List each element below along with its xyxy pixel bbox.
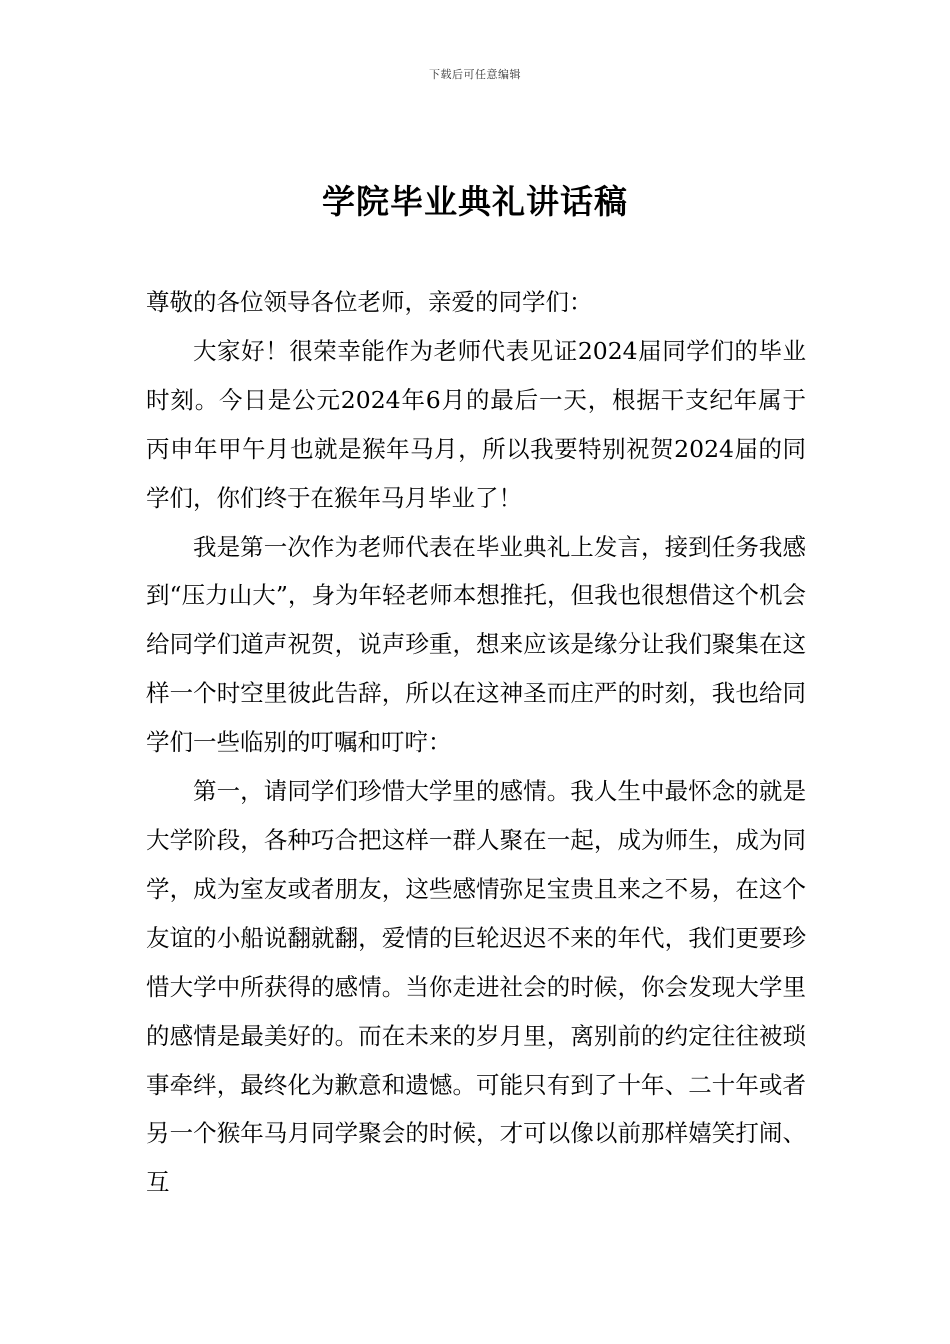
paragraph-first-point: 第一，请同学们珍惜大学里的感情。我人生中最怀念的就是大学阶段，各种巧合把这样一群人聚在一起，成为师生，成为同学，成为室友或者朋友，这些感情弥足宝贵且来之不易，在这个友谊的小船说翻就翻，爱情的巨轮迟迟不来的年代，我们更要珍惜大学中所获得的感情。当你走进社会的时候，你会发现大学里的感情是最美好的。而在未来的岁月里，离别前的约定往往被琐事牵绊，最终化为歉意和遗憾。可能只有到了十年、二十年或者另一个猴年马月同学聚会的时候，才可以像以前那样嬉笑打闹、互: [146, 777, 806, 1197]
paragraph-introduction: 我是第一次作为老师代表在毕业典礼上发言，接到任务我感到“压力山大”，身为年轻老师本想推托，但我也很想借这个机会给同学们道声祝贺，说声珍重，想来应该是缘分让我们聚集在这样一个时空里彼此告辞，所以在这神圣而庄严的时刻，我也给同学们一些临别的叮嘱和叮咛：: [146, 532, 806, 757]
document-body: [146, 278, 806, 1207]
salutation: 尊敬的各位领导各位老师，亲爱的同学们：: [146, 288, 593, 316]
paragraph-greeting: 大家好！很荣幸能作为老师代表见证2024届同学们的毕业时刻。今日是公元2024年6月的最后一天，根据干支纪年属于丙申年甲午月也就是猴年马月，所以我要特别祝贺2024届的同学们，你们终于在猴年马月毕业了！: [146, 336, 806, 512]
document-title: 学院毕业典礼讲话稿: [322, 182, 628, 221]
header-note: 下载后可任意编辑: [429, 68, 521, 81]
